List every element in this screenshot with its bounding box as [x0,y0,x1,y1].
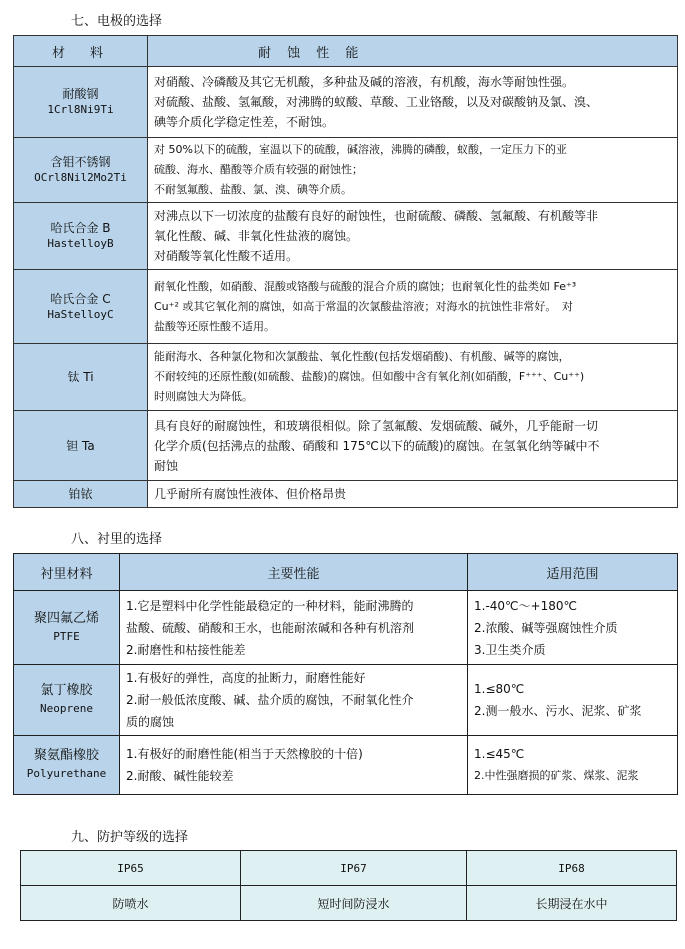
desc-line: 对 50%以下的硫酸，室温以下的硫酸，碱溶液，沸腾的磷酸，蚁酸，一定压力下的亚 [154,143,567,156]
ip-label: 短时间防浸水 [241,886,467,921]
range-line: 3.卫生类介质 [474,642,546,657]
ip-label: 防喷水 [21,886,241,921]
desc-line: 具有良好的耐腐蚀性，和玻璃很相似。除了氢氟酸、发烟硫酸、碱外，几乎能耐一切 [154,418,599,433]
desc-line: 几乎耐所有腐蚀性液体、但价格昂贵 [154,487,347,501]
range-line: 2.测一般水、污水、泥浆、矿浆 [474,704,642,718]
desc-line: 不耐氢氟酸、盐酸、氯、溴、碘等介质。 [154,183,352,196]
desc-line: 对硝酸等氧化性酸不适用。 [154,249,299,263]
table-row [14,736,678,795]
perf-line: 1.它是塑料中化学性能最稳定的一种材料，能耐沸腾的 [126,598,414,613]
desc-line: Cu⁺² 或其它氧化剂的腐蚀，如高于常温的次氯酸盐溶液；对海水的抗蚀性非常好。 对 [154,299,573,313]
material-code: Neoprene [40,702,93,715]
header-material: 材 料 [14,36,148,67]
material-code: OCrl8Nil2Mo2Ti [34,171,127,184]
section-9-title: 九、防护等级的选择 [71,830,189,845]
range-line: 1.≤80℃ [474,682,525,696]
ip-code: IP65 [21,851,241,886]
table-row [14,203,678,270]
material-code: PTFE [53,629,80,643]
protection-table [20,850,677,921]
header-lining-material: 衬里材料 [14,554,120,591]
material-name: 钛 Ti [67,370,94,384]
table-row [14,665,678,736]
desc-line: 盐酸等还原性酸不适用。 [154,319,275,333]
header-application-range: 适用范围 [468,554,678,591]
material-name: 钽 Ta [66,438,95,453]
material-code: HaStelloyC [47,307,114,321]
material-name: 铂铱 [68,487,93,501]
range-line: 1.-40℃～+180℃ [474,598,577,613]
section-7-title: 七、电极的选择 [71,14,163,29]
material-code: 1Crl8Ni9Ti [47,103,114,116]
desc-line: 能耐海水、各种氯化物和次氯酸盐、氧化性酸(包括发烟硝酸)、有机酸、碱等的腐蚀， [154,350,570,363]
desc-line: 耐氧化性酸，如硝酸、混酸或铬酸与硫酸的混合介质的腐蚀；也耐氧化性的盐类如 Fe⁺³ [154,279,577,293]
desc-line: 时则腐蚀大为降低。 [154,390,253,403]
ip-code: IP68 [467,851,677,886]
range-line: 2.浓酸、碱等强腐蚀性介质 [474,620,618,635]
table-row [14,67,678,138]
desc-line: 碘等介质化学稳定性差，不耐蚀。 [154,115,335,129]
material-code: HastelloyB [47,237,114,250]
material-name: 哈氏合金 C [50,291,111,306]
desc-line: 氧化性酸、碱、非氧化性盐液的腐蚀。 [154,229,359,243]
material-name: 含钼不锈钢 [50,155,111,169]
perf-line: 2.耐一般低浓度酸、碱、盐介质的腐蚀，不耐氧化性介 [126,693,414,707]
perf-line: 1.有极好的耐磨性能(相当于天然橡胶的十倍) [126,747,363,761]
material-name: 哈氏合金 B [50,221,111,235]
material-name: 聚四氟乙烯 [33,610,99,626]
header-main-performance: 主要性能 [120,554,468,591]
ip-code: IP67 [241,851,467,886]
table-row [14,411,678,481]
desc-line: 对沸点以下一切浓度的盐酸有良好的耐蚀性，也耐硫酸、磷酸、氢氟酸、有机酸等非 [154,209,599,223]
table-row [14,270,678,344]
desc-line: 硫酸、海水、醋酸等介质有较强的耐蚀性； [154,163,363,176]
table-row [21,886,677,921]
lining-table [13,553,678,795]
perf-line: 1.有极好的弹性，高度的扯断力，耐磨性能好 [126,671,366,685]
perf-line: 盐酸、硫酸、硝酸和王水，也能耐浓碱和各种有机溶剂 [126,620,415,635]
header-performance: 耐 蚀 性 能 [148,36,678,67]
table-row [14,138,678,203]
desc-line: 不耐较纯的还原性酸(如硫酸、盐酸)的腐蚀。但如酸中含有氧化剂(如硝酸，F⁺⁺⁺、Cu⁺⁺) [154,370,585,383]
table-row [14,481,678,508]
perf-line: 质的腐蚀 [126,715,175,729]
table-row [14,591,678,665]
desc-line: 对硫酸、盐酸、氢氟酸，对沸腾的蚁酸、草酸、工业铬酸，以及对碳酸钠及氯、溴、 [154,95,599,109]
range-line: 2.中性强磨损的矿浆、煤浆、泥浆 [474,769,639,782]
ip-label: 长期浸在水中 [467,886,677,921]
desc-line: 耐蚀 [154,458,179,473]
perf-line: 2.耐磨性和枯接性能差 [126,642,246,657]
perf-line: 2.耐酸、碱性能较差 [126,769,234,783]
material-name: 耐酸钢 [62,87,99,101]
table-row [21,851,677,886]
material-name: 氯丁橡胶 [40,683,93,698]
material-code: Polyurethane [26,767,107,780]
desc-line: 化学介质(包括沸点的盐酸、硝酸和 175℃以下的硫酸)的腐蚀。在氢氧化纳等碱中不 [154,438,600,453]
range-line: 1.≤45℃ [474,747,525,761]
electrode-table [13,35,678,508]
material-name: 聚氨酯橡胶 [33,748,99,763]
table-row [14,344,678,411]
desc-line: 对硝酸、冷磷酸及其它无机酸，多种盐及碱的溶液，有机酸，海水等耐蚀性强。 [154,75,575,89]
section-8-title: 八、衬里的选择 [71,532,163,547]
